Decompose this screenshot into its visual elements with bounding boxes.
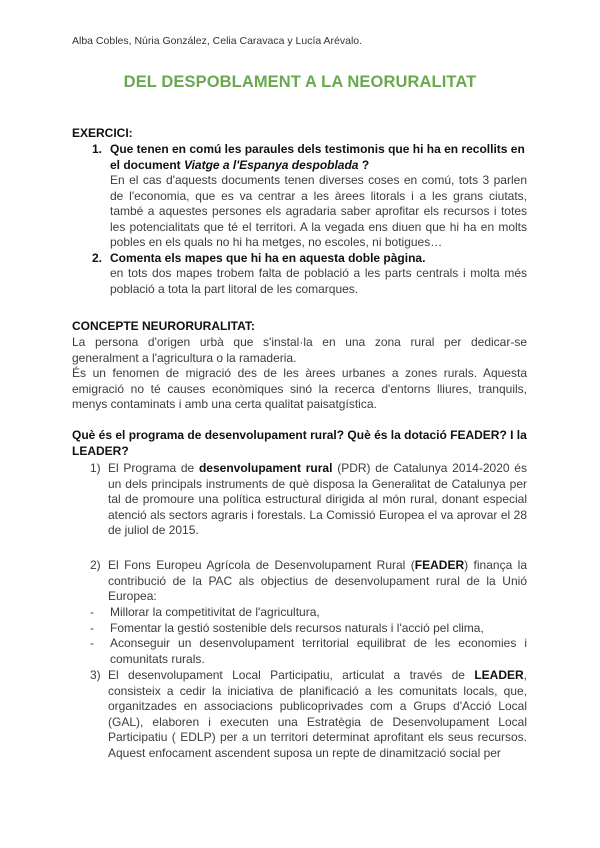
leader-item-1-text-b: (PDR) de Catalunya 2014-2020 és un dels principals instruments de què disposa la Generalitat de Catalunya per tal de promoure una política estructural dirigida al món rural, donant especial atenció als sectors agraris i forestals. La Comissió Europea el va aprovar el 28 de juliol de 2015. [108, 461, 527, 537]
exercici-list [92, 142, 527, 297]
question-italic: Viatge a l'Espanya despoblada [184, 157, 359, 172]
concepte-paragraph-2: És un fenomen de migració des de les àrees urbanes a zones rurals. Aquesta emigració no té causes econòmiques sinó la recerca d'entorns lliures, tranquils, menys contaminats i amb una certa qualitat paisatgística. [72, 366, 527, 411]
question-1 [110, 142, 527, 173]
question-end: ? [358, 157, 370, 172]
exercici-heading: EXERCICI: [72, 126, 133, 140]
leader-item-1-text-a: El Programa de [108, 461, 199, 475]
leader-item-3-text-a: El desenvolupament Local Participatiu, articulat a través de [108, 668, 475, 682]
question-2: Comenta els mapes que hi ha en aquesta doble pàgina. [110, 250, 426, 265]
concepte-heading: CONCEPTE NEURORURALITAT: [72, 319, 255, 333]
item-number: 3) [90, 668, 101, 682]
leader-item-1-bold: desenvolupament rural [198, 461, 333, 475]
item-number: 1. [92, 142, 103, 156]
leader-item-3-body [90, 668, 527, 761]
leader-item-3-bold: LEADER [474, 668, 524, 682]
list-item [90, 605, 527, 621]
leader-item-1-body [90, 461, 527, 539]
list-item [90, 636, 527, 667]
bullet-mark: - [90, 620, 94, 635]
header-authors: Alba Cobles, Núria González, Celia Caravaca y Lucía Arévalo. [72, 35, 363, 47]
bullet-text: Millorar la competitivitat de l'agricultura, [110, 605, 320, 619]
feader-bullet-list [90, 605, 527, 667]
question-text: Que tenen en comú les paraules dels testimonis que hi ha en recollits en el document [110, 142, 525, 172]
bullet-text: Aconseguir un desenvolupament territorial equilibrat de les economies i comunitats rurals. [110, 636, 527, 666]
bullet-mark: - [90, 636, 94, 650]
leader-item-3 [90, 668, 527, 761]
leader-item-2-text-b: ) finança la contribució de la PAC als objectius de desenvolupament rural de la Unió Europea: [108, 558, 527, 603]
leader-item-3-text-b: , consisteix a cedir la iniciativa de planificació a les comunitats locals, que, organitzades en associacions publicoprivades com a Grups d'Acció Local (GAL), elaboren i executen una Estratègia de Desenvolupament Local Participatiu ( EDLP) per a un territori determinat aprofitant els seus recursos. Aquest enfocament ascendent suposa un repte de dinamització social per [108, 668, 527, 760]
leader-item-2 [90, 558, 527, 605]
leader-item-2-body [90, 558, 527, 605]
exercici-item-2 [92, 251, 527, 298]
page-title: DEL DESPOBLAMENT A LA NEORURALITAT [123, 73, 477, 91]
item-number: 2. [92, 250, 103, 265]
leader-item-2-text-a: El Fons Europeu Agrícola de Desenvolupament Rural ( [108, 558, 415, 572]
answer-2: en tots dos mapes trobem falta de població a les parts centrals i molta més població a tota la part litoral de les comarques. [110, 266, 527, 296]
leader-heading: Què és el programa de desenvolupament rural? Què és la dotació FEADER? I la LEADER? [72, 428, 527, 458]
bullet-text: Fomentar la gestió sostenible dels recursos naturals i l'acció pel clima, [110, 620, 484, 635]
item-number: 1) [90, 461, 101, 475]
leader-item-2-bold: FEADER [414, 558, 465, 572]
item-number: 2) [90, 558, 101, 572]
answer-1: En el cas d'aquests documents tenen diverses coses en comú, tots 3 parlen de l'economia, que es va centrar a les àrees litorals i a les grans ciutats, també a aquestes persones els agradaria saber aprofitar els recursos i totes les potencialitats que té el territori. A la vegada ens diuen que hi ha en molts pobles en els quals no hi ha metges, no escoles, ni botigues… [110, 173, 527, 249]
bullet-mark: - [90, 605, 94, 619]
leader-item-1 [90, 461, 527, 539]
list-item [90, 621, 527, 637]
exercici-item-1 [92, 142, 527, 251]
concepte-paragraph-1: La persona d'origen urbà que s'instal·la en una zona rural per dedicar-se generalment a l'agricultura o la ramaderia. [72, 335, 527, 365]
